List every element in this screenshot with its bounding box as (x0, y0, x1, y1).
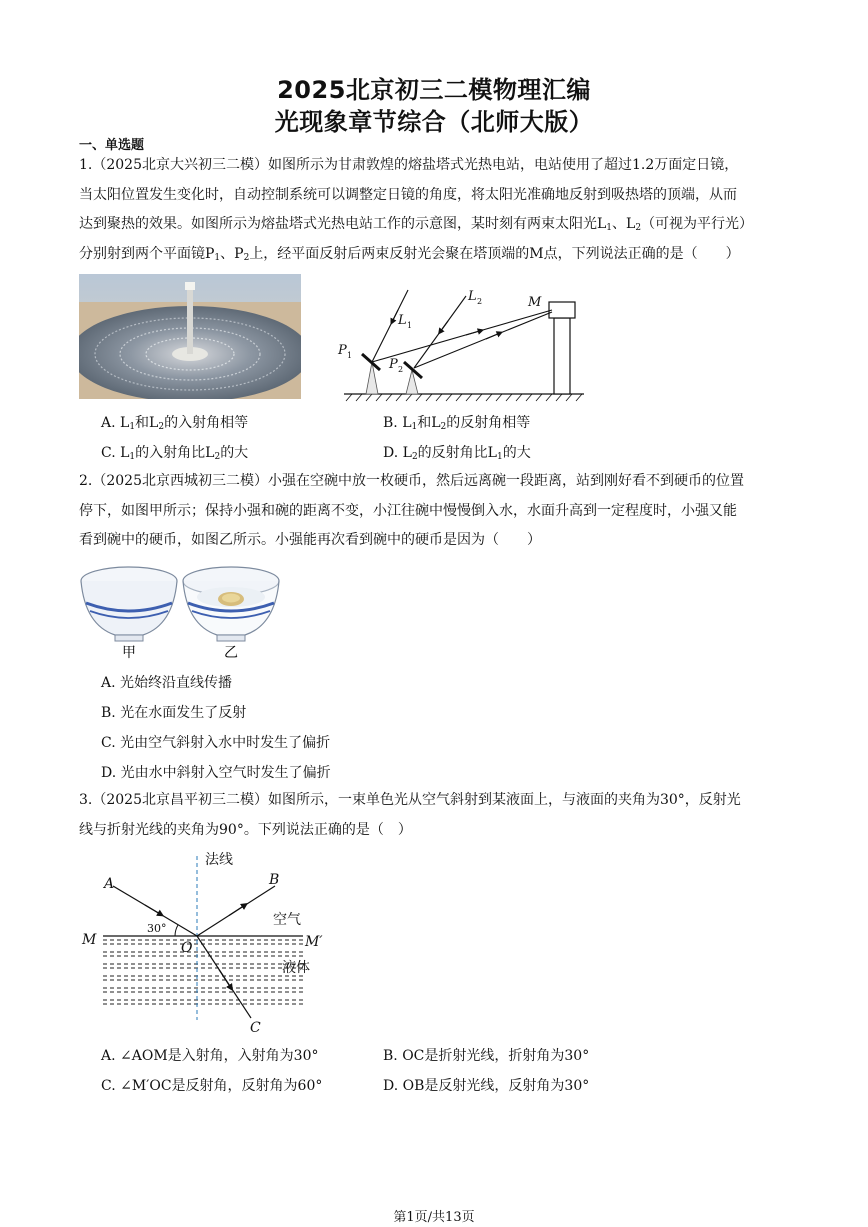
q3-option-a[interactable]: A. ∠AOM是入射角，入射角为30° (101, 1048, 319, 1064)
label-P2-subscript: 2 (398, 365, 404, 374)
bowl-yi (183, 567, 279, 641)
question-1-line-3: 达到聚热的效果。如图所示为熔盐塔式光热电站工作的示意图，某时刻有两束太阳光$L_1$、$L_2$（可视为平行光） (79, 216, 754, 233)
question-1-line-1: 1.（2025北京大兴初三二模）如图所示为甘肃敦煌的熔盐塔式光热电站，电站使用了超过1.2万面定日镜， (79, 157, 739, 173)
label-air: 空气 (273, 912, 301, 928)
label-angle-30: 30° (147, 922, 167, 935)
question-3-line-1: 3.（2025北京昌平初三二模）如图所示，一束单色光从空气斜射到某液面上，与液面的夹角为30°，反射光 (79, 792, 741, 808)
bowl-jia (81, 567, 177, 641)
label-A: A (104, 876, 115, 892)
label-normal: 法线 (205, 852, 233, 868)
bowl-label-yi: 乙 (224, 645, 238, 661)
q3-option-b[interactable]: B. OC是折射光线，折射角为30° (383, 1048, 590, 1064)
question-3-line-2: 线与折射光线的夹角为90°。下列说法正确的是（ ） (79, 821, 412, 838)
q1-option-a[interactable]: A. $L_1$和$L_2$的入射角相等 (101, 415, 249, 432)
question-1-line-4: 分别射到两个平面镜$P_1$、$P_2$上，经平面反射后两束反射光会聚在塔顶端的M点，下列说法正确的是（ ） (79, 245, 740, 263)
label-M: M (528, 295, 542, 310)
label-liquid: 液体 (282, 960, 310, 976)
document-title-line2: 光现象章节综合（北师大版） (274, 108, 594, 136)
label-L1-subscript: 1 (407, 321, 413, 330)
label-P2: P (389, 357, 398, 372)
question-2-line-1: 2.（2025北京西城初三二模）小强在空碗中放一枚硬币，然后远离碗一段距离，站到刚好看不到硬币的位置 (79, 473, 744, 489)
question-2-line-2: 停下，如图甲所示；保持小强和碗的距离不变，小江往碗中慢慢倒入水，水面升高到一定程度时，小强又能 (79, 502, 737, 519)
label-B: B (269, 872, 280, 888)
label-L2: L (468, 289, 477, 304)
label-M-prime: M′ (305, 934, 323, 950)
q2-option-a[interactable]: A. 光始终沿直线传播 (101, 675, 233, 691)
label-O: O (181, 940, 193, 956)
label-P1-subscript: 1 (347, 351, 353, 360)
q1-option-c[interactable]: C. $L_1$的入射角比$L_2$的大 (101, 445, 249, 462)
question-1-line-2: 当太阳位置发生变化时，自动控制系统可以调整定日镜的角度，将太阳光准确地反射到吸热塔的顶端，从而 (79, 186, 737, 203)
q1-option-d[interactable]: D. $L_2$的反射角比$L_1$的大 (383, 445, 531, 462)
q1-option-b[interactable]: B. $L_1$和$L_2$的反射角相等 (383, 415, 531, 432)
label-C: C (250, 1020, 261, 1036)
label-M: M (82, 932, 97, 948)
q2-option-b[interactable]: B. 光在水面发生了反射 (101, 705, 247, 721)
q2-option-d[interactable]: D. 光由水中斜射入空气时发生了偏折 (101, 765, 331, 781)
q3-option-c[interactable]: C. ∠M′OC是反射角，反射角为60° (101, 1078, 323, 1094)
section-heading: 一、单选题 (79, 138, 145, 153)
label-L2-subscript: 2 (477, 297, 483, 306)
refraction-diagram (79, 848, 339, 1038)
question-2 (79, 467, 791, 556)
question-2-line-3: 看到碗中的硬币，如图乙所示。小强能再次看到碗中的硬币是因为（ ） (79, 532, 541, 548)
heliostat-diagram (336, 284, 586, 402)
solar-plant-photo (79, 274, 301, 399)
bowl-label-jia: 甲 (122, 645, 136, 661)
question-3 (79, 786, 791, 845)
label-L1: L (398, 313, 407, 328)
document-title-line1: 2025北京初三二模物理汇编 (277, 76, 591, 104)
q2-option-c[interactable]: C. 光由空气斜射入水中时发生了偏折 (101, 735, 331, 751)
page-footer: 第1页/共13页 (393, 1210, 475, 1225)
q3-option-d[interactable]: D. OB是反射光线，反射角为30° (383, 1078, 590, 1094)
bowls-figure (79, 563, 284, 663)
question-1 (79, 151, 791, 269)
label-P1: P (338, 343, 347, 358)
